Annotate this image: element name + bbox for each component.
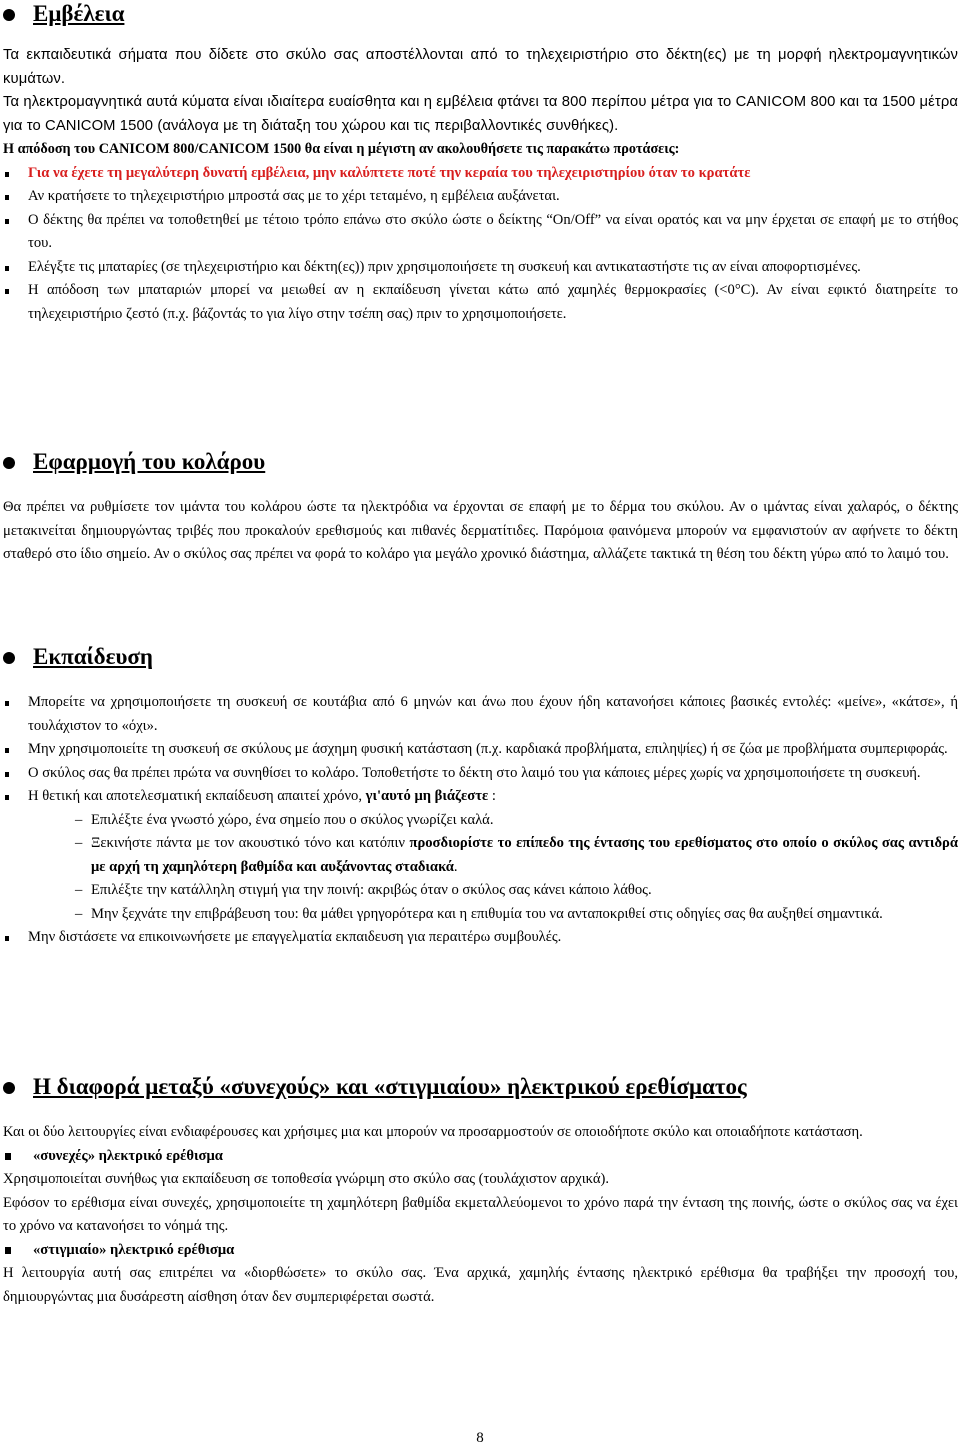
stimulation-subheading-continuous: «συνεχές» ηλεκτρικό ερέθισμα [3,1145,958,1169]
square-bullet-icon [5,1247,11,1254]
stimulation-paragraph-4: Η λειτουργία αυτή σας επιτρέπει να «διορθώσετε» το σκύλο σας. Ένα αρχικά, χαμηλής έντασης ηλεκτρικό ερέθισμα θα τραβήξει την προσοχή του, δημιουργώντας μια δυσάρεστη αίσθηση όταν δεν συμπεριφέρεται σωστά. [3,1265,958,1305]
section-heading-stimulation: Η διαφορά μεταξύ «συνεχούς» και «στιγμιαίου» ηλεκτρικού ερεθίσματος [3,1073,958,1101]
bullet-dot-icon [3,9,15,21]
stimulation-paragraph-3: Εφόσον το ερέθισμα είναι συνεχές, χρησιμοποιείτε τη χαμηλότερη βαθμίδα εκμεταλλεύομενοι το χρόνο παρά την ένταση της ποινής, ώστε ο σκύλος σας να έχει το χρόνο να κατανοήσει το νόημά της. [3,1194,958,1234]
stimulation-paragraph-2: Χρησιμοποιείται συνήθως για εκπαίδευση σε τοποθεσία γνώριμη στο σκύλο σας (τουλάχιστον αρχικά). [3,1171,610,1187]
training-subtip: – Επιλέξτε την κατάλληλη στιγμή για την ποινή: ακριβώς όταν ο σκύλος σας κάνει κάποιο λάθος. [75,882,652,898]
square-bullet-icon [5,936,9,941]
range-tip-red: Για να έχετε τη μεγαλύτερη δυνατή εμβέλεια, μην καλύπτετε ποτέ την κεραία του τηλεχειριστηρίου όταν το κρατάτε [3,162,958,186]
section-collar [3,448,958,567]
training-tip: Ο σκύλος σας θα πρέπει πρώτα να συνηθίσει το κολάρο. Τοποθετήστε το δέκτη στο λαιμό του για κάποιες μέρες χωρίς να χρησιμοποιήσετε τη συσκευή. [3,762,958,786]
square-bullet-icon [5,701,9,706]
square-bullet-icon [5,795,9,800]
stimulation-subheading-momentary: «στιγμιαίο» ηλεκτρικό ερέθισμα [3,1239,958,1263]
collar-paragraph: Θα πρέπει να ρυθμίσετε τον ιμάντα του κολάρου ώστε τα ηλεκτρόδια να έρχονται σε επαφή με το δέρμα του σκύλου. Αν ο ιμάντας είναι χαλαρός, ο δέκτης μετακινείται δημιουργώντας τριβές που προκαλούν ερεθισμούς και πιθανές δερματίτιδες. Παρόμοια φαινόμενα μπορούν να εμφανιστούν αν αφήνετε το δέκτη σταθερό στο ίδιο σημείο. Αν ο σκύλος σας πρέπει να φορά το κολάρο για μεγάλο χρονικό διάστημα, αλλάζετε τακτικά τη θέση του δέκτη γύρω από το λαιμό του. [3,499,958,562]
range-intro: Η απόδοση του CANICOM 800/CANICOM 1500 θα είναι η μέγιστη αν ακολουθήσετε τις παρακάτω προτάσεις: [3,141,680,157]
square-bullet-icon [5,1153,11,1160]
training-tip: Η θετική και αποτελεσματική εκπαίδευση απαιτεί χρόνο, γι'αυτό μη βιάζεστε : [3,785,958,809]
square-bullet-icon [5,172,9,177]
bullet-dot-icon [3,457,15,469]
stimulation-paragraph-1: Και οι δύο λειτουργίες είναι ενδιαφέρουσες και χρήσιμες μια και μπορούν να προσαρμοστούν σε οποιοδήποτε σκύλο και οποιαδήποτε κατάσταση. [3,1124,863,1140]
page-number: 8 [476,1430,484,1446]
range-tip: Η απόδοση των μπαταριών μπορεί να μειωθεί αν η εκπαίδευση γίνεται κάτω από χαμηλές θερμοκρασίες (<0°C). Αν είναι εφικτό διατηρείτε το τηλεχειριστήριο ζεστό (π.χ. βάζοντάς το για λίγο στην τσέπη σας) πριν το χρησιμοποιήσετε. [3,279,958,326]
section-training [3,643,958,950]
training-subtip: – Ξεκινήστε πάντα με τον ακουστικό τόνο και κατόπιν προσδιορίστε το επίπεδο της έντασης του ερεθίσματος στο οποίο ο σκύλος σας αντιδρά με αρχή τη χαμηλότερη βαθμίδα και αυξάνοντας σταδιακά. [75,835,958,875]
square-bullet-icon [5,289,9,294]
section-heading-range: Εμβέλεια [3,0,958,28]
square-bullet-icon [5,195,9,200]
range-tip: Αν κρατήσετε το τηλεχειριστήριο μπροστά σας με το χέρι τεταμένο, η εμβέλεια αυξάνεται. [3,185,958,209]
range-tip: Ο δέκτης θα πρέπει να τοποθετηθεί με τέτοιο τρόπο επάνω στο σκύλο ώστε ο δείκτης “On/Off” να είναι ορατός και να μην έρχεται σε επαφή με το στήθος του. [3,209,958,256]
training-tip: Μην χρησιμοποιείτε τη συσκευή σε σκύλους με άσχημη φυσική κατάσταση (π.χ. καρδιακά προβλήματα, επιληψίες) ή σε ζώα με προβλήματα συμπεριφοράς. [3,738,958,762]
bullet-dot-icon [3,652,15,664]
bullet-dot-icon [3,1082,15,1094]
section-range [3,0,958,326]
square-bullet-icon [5,266,9,271]
square-bullet-icon [5,748,9,753]
training-subtip: – Επιλέξτε ένα γνωστό χώρο, ένα σημείο που ο σκύλος γνωρίζει καλά. [75,811,494,828]
section-heading-collar: Εφαρμογή του κολάρου [3,448,958,476]
square-bullet-icon [5,219,9,224]
training-tip: Μπορείτε να χρησιμοποιήσετε τη συσκευή σε κουτάβια από 6 μηνών και άνω που έχουν ήδη κατανοήσει κάποιες βασικές εντολές: «μείνε», «κάτσε», ή τουλάχιστον το «όχι». [3,691,958,738]
training-tip: Μην διστάσετε να επικοινωνήσετε με επαγγελματία εκπαιδευση για περαιτέρω συμβουλές. [3,926,958,950]
range-paragraph-2: Τα ηλεκτρομαγνητικά αυτά κύματα είναι ιδιαίτερα ευαίσθητα και η εμβέλεια φτάνει τα 800 περίπου μέτρα για το CANICOM 800 και τα 1500 μέτρα για το CANICOM 1500 (ανάλογα με τη διάταξη του χώρου και τις περιβαλλοντικές συνθήκες). [3,94,958,134]
range-paragraph-1: Τα εκπαιδευτικά σήματα που δίδετε στο σκύλο σας αποστέλλονται από το τηλεχειριστήριο στο δέκτη(ες) με τη μορφή ηλεκτρομαγνητικών κυμάτων. [3,47,958,87]
square-bullet-icon [5,772,9,777]
training-subtip: – Μην ξεχνάτε την επιβράβευση του: θα μάθει γρηγορότερα και η επιθυμία του να ανταποκριθεί στις οδηγίες σας θα αυξηθεί σημαντικά. [75,905,883,922]
section-stimulation [3,1073,958,1309]
section-heading-training: Εκπαίδευση [3,643,958,671]
range-tip: Ελέγξτε τις μπαταρίες (σε τηλεχειριστήριο και δέκτη(ες)) πριν χρησιμοποιήσετε τη συσκευή και αντικαταστήστε τις αν είναι αποφορτισμένες. [3,256,958,280]
